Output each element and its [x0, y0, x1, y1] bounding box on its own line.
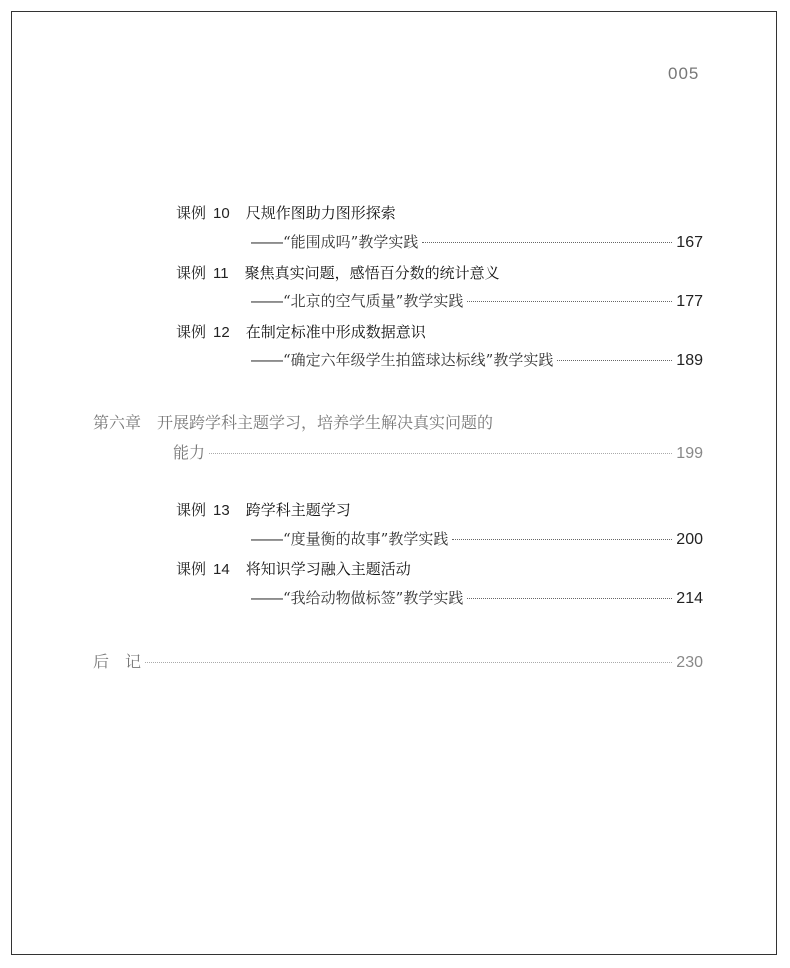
lesson-label: 课例: [176, 560, 207, 578]
lesson-label: 课例: [176, 323, 207, 341]
toc-subentry-lesson-10[interactable]: [251, 231, 703, 252]
lesson-number: 14: [213, 561, 230, 578]
lesson-subtitle: “确定六年级学生拍篮球达标线”教学实践: [283, 351, 554, 369]
em-dash: ——: [251, 531, 283, 548]
chapter-label: 第六章: [93, 413, 142, 432]
dot-leader: [452, 539, 672, 540]
toc-entry-chapter-6[interactable]: [93, 410, 493, 433]
page-ref: 230: [676, 654, 703, 671]
toc-subentry-lesson-13[interactable]: [251, 528, 703, 549]
lesson-subtitle: “度量衡的故事”教学实践: [283, 530, 449, 548]
afterword-label: 后 记: [93, 652, 142, 671]
chapter-title: 开展跨学科主题学习，培养学生解决真实问题的: [157, 413, 494, 432]
toc-subentry-lesson-14[interactable]: [251, 587, 703, 608]
toc-entry-lesson-10[interactable]: [176, 202, 396, 223]
page-ref: 199: [676, 445, 703, 462]
em-dash: ——: [251, 352, 283, 369]
em-dash: ——: [251, 293, 283, 310]
lesson-number: 11: [213, 265, 229, 282]
toc-entry-afterword[interactable]: [93, 649, 703, 672]
toc-entry-chapter-6-cont[interactable]: [173, 440, 703, 463]
lesson-title: 跨学科主题学习: [245, 501, 351, 519]
em-dash: ——: [251, 234, 283, 251]
dot-leader: [209, 453, 672, 454]
chapter-title-cont: 能力: [173, 443, 206, 462]
lesson-number: 13: [213, 502, 230, 519]
page-ref: 200: [676, 531, 703, 548]
lesson-label: 课例: [176, 264, 207, 282]
lesson-title: 将知识学习融入主题活动: [245, 560, 411, 578]
dot-leader: [422, 242, 672, 243]
lesson-label: 课例: [176, 501, 207, 519]
lesson-title: 尺规作图助力图形探索: [245, 204, 396, 222]
dot-leader: [557, 360, 672, 361]
dot-leader: [145, 662, 672, 663]
lesson-subtitle: “我给动物做标签”教学实践: [283, 589, 464, 607]
toc-subentry-lesson-12[interactable]: [251, 349, 703, 370]
page-ref: 177: [676, 293, 703, 310]
dot-leader: [467, 598, 672, 599]
page-number: 005: [668, 64, 700, 83]
em-dash: ——: [251, 590, 283, 607]
toc-entry-lesson-14[interactable]: [176, 558, 411, 579]
lesson-subtitle: “北京的空气质量”教学实践: [283, 292, 464, 310]
page-ref: 167: [676, 234, 703, 251]
lesson-title: 聚焦真实问题，感悟百分数的统计意义: [244, 264, 500, 282]
page-ref: 189: [676, 352, 703, 369]
toc-entry-lesson-11[interactable]: [176, 262, 500, 283]
lesson-number: 12: [213, 324, 230, 341]
page-ref: 214: [676, 590, 703, 607]
lesson-subtitle: “能围成吗”教学实践: [283, 233, 419, 251]
dot-leader: [467, 301, 672, 302]
page-frame: [11, 11, 777, 955]
toc-entry-lesson-12[interactable]: [176, 321, 426, 342]
toc-subentry-lesson-11[interactable]: [251, 290, 703, 311]
toc-entry-lesson-13[interactable]: [176, 499, 351, 520]
lesson-label: 课例: [176, 204, 207, 222]
lesson-title: 在制定标准中形成数据意识: [245, 323, 426, 341]
lesson-number: 10: [213, 205, 230, 222]
